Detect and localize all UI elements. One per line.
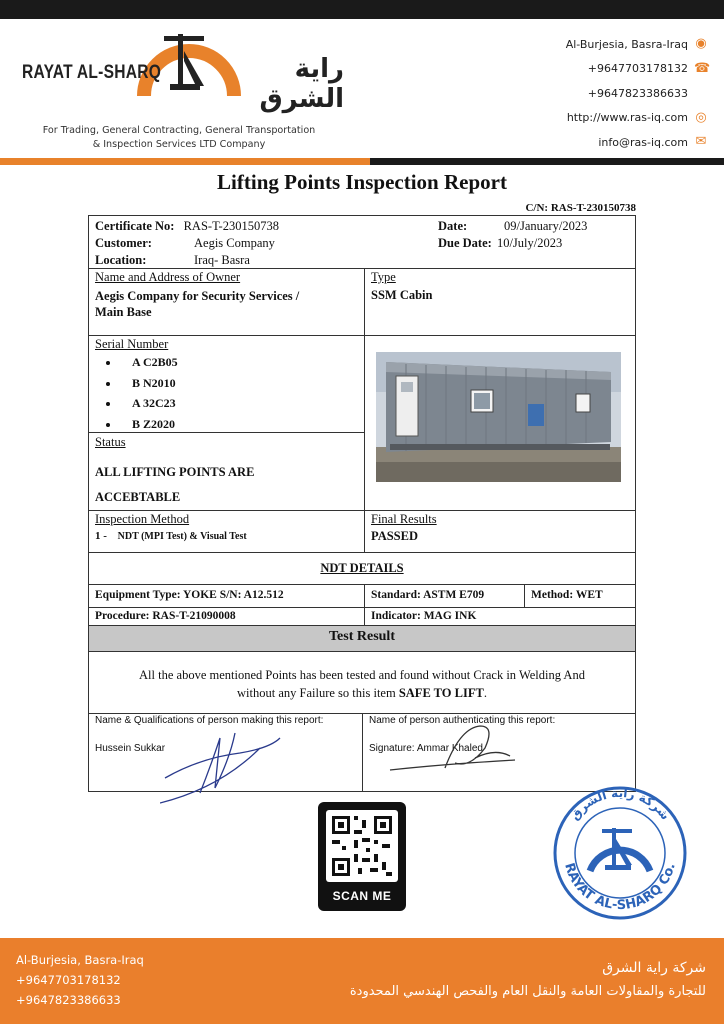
footer-phone-2[interactable]: +9647823386633 [16,993,121,1007]
type-value: SSM Cabin [371,288,433,302]
top-bar [0,0,724,19]
logo-text-english: RAYAT AL-SHARQ [22,62,162,83]
procedure-value: Procedure: RAS-T-21090008 [95,610,236,622]
footer-contact [16,950,144,1010]
signature-left [160,718,290,808]
indicator-value: Indicator: MAG INK [371,610,477,622]
header-divider-orange [0,158,370,165]
footer-phone-1[interactable]: +9647703178132 [16,973,121,987]
method-wet: Method: WET [531,589,603,601]
test-result-text: All the above mentioned Points has been tested and found without Crack in Welding And without any Failure so this item SAFE TO LIFT. [139,668,585,700]
certificate-number: RAS-T-230150738 [183,219,279,233]
customer-row: Customer: Aegis Company [95,236,275,250]
company-description [14,124,344,152]
company-line-1: For Trading, General Contracting, General Transportation [42,125,316,136]
qr-code-icon [326,810,398,882]
location-row: Location: Iraq- Basra [95,253,250,267]
due-date-row: Due Date: 10/July/2023 [438,236,563,250]
serial-label: Serial Number [95,337,169,351]
sig-left-label: Name & Qualifications of person making this report: [95,715,324,726]
final-results-label: Final Results [371,512,437,526]
sig-left-name: Hussein Sukkar [95,743,166,754]
customer-name: Aegis Company [194,236,275,250]
location-value: Iraq- Basra [194,253,250,267]
sig-right-label: Name of person authenticating this report: [369,715,556,726]
status-value: ALL LIFTING POINTS ARE ACCEBTABLE [95,465,255,504]
type-label: Type [371,270,396,284]
cabin-photo [376,352,621,482]
standard-value: Standard: ASTM E709 [371,589,485,601]
contact-phone-1[interactable]: +9647703178132 ☎ [587,60,711,76]
final-results-value: PASSED [371,529,419,543]
stamp-text-english: RAYAT AL-SHARQ Co. [561,861,679,914]
globe-icon: ◎ [695,109,707,125]
stamp-text-arabic: شركة راية الشرق [567,785,673,823]
signature-right [385,718,525,778]
footer-arabic-description: للتجارة والمقاولات العامة والنقل العام والفحص الهندسي المحدودة [349,984,706,999]
serial-item: • A C2B05 [120,355,178,376]
serial-item: • B Z2020 [120,417,178,438]
mail-icon: ✉ [695,134,707,150]
status-label: Status [95,435,126,449]
company-line-2: & Inspection Services LTD Company [92,139,266,150]
sig-right-name: Signature: Ammar Khaled [369,743,483,754]
contact-address: Al-Burjesia, Basra-Iraq ◉ [565,36,707,52]
header-divider-black [370,158,724,165]
svg-text:شركة راية الشرق [567,786,672,823]
date-value: 09/January/2023 [504,219,588,233]
contact-phone-2[interactable]: +9647823386633 [587,86,688,100]
date-row: Date: 09/January/2023 [438,219,588,233]
logo-text-arabic: راية الشرق [259,54,344,114]
contact-website[interactable]: http://www.ras-iq.com ◎ [566,109,707,125]
method-label: Inspection Method [95,512,190,526]
report-title: Lifting Points Inspection Report [217,170,507,194]
serial-list [96,355,178,437]
company-logo [14,26,344,151]
due-date-value: 10/July/2023 [496,236,563,250]
cn-number: C/N: RAS-T-230150738 [525,202,636,214]
qr-code[interactable] [318,802,406,911]
serial-item: • A 32C23 [120,396,178,417]
footer [0,938,724,1024]
contact-block [565,32,711,155]
phone-icon: ☎ [694,60,711,76]
contact-email[interactable]: info@ras-iq.com ✉ [598,134,707,150]
scan-me-label: SCAN ME [332,889,392,903]
test-result-title: Test Result [329,629,395,644]
serial-item: • B N2010 [120,376,178,397]
equipment-type: Equipment Type: YOKE S/N: A12.512 [95,589,284,601]
footer-address: Al-Burjesia, Basra-Iraq [16,953,144,967]
footer-arabic-company: شركة راية الشرق [602,960,706,976]
ndt-details-title: NDT DETAILS [320,561,404,575]
location-icon: ◉ [695,36,707,52]
owner-label: Name and Address of Owner [95,270,241,284]
method-value: 1 - NDT (MPI Test) & Visual Test [95,530,247,542]
owner-value: Aegis Company for Security Services / Main Base [95,289,300,319]
company-stamp [550,783,690,923]
certificate-row: Certificate No: RAS-T-230150738 [95,219,279,233]
footer-arabic [350,956,706,1004]
